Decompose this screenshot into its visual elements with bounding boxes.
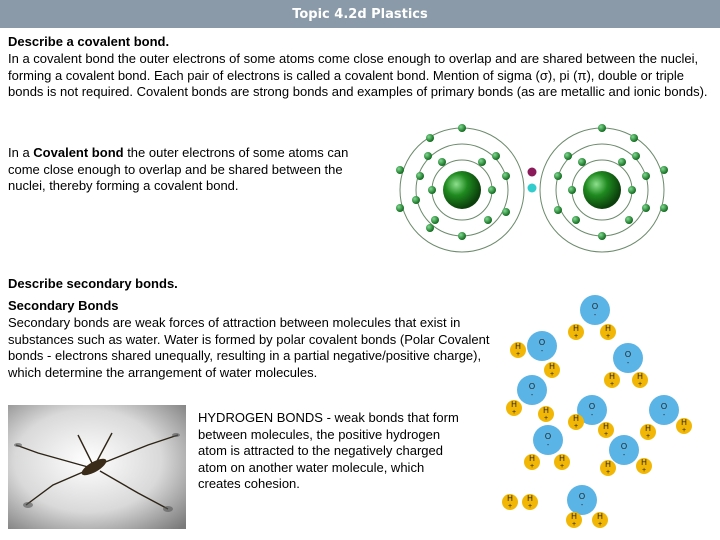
- hydrogen-atom: [640, 424, 656, 440]
- hydrogen-atom-charge: +: [559, 463, 565, 470]
- hydrogen-atom: [502, 494, 518, 510]
- hydrogen-atom-label: H: [507, 494, 513, 503]
- hydrogen-atom-label: H: [609, 372, 615, 381]
- section1-body: In a covalent bond the outer electrons of some atoms come close enough to overlap and are shared between the nuclei, forming a covalent bond. Each pair of electrons is called a covalent bond. Mention of sigma (σ), pi (π), double or triple bonds is not required. Covalent bonds are strong bonds and examples of primary bonds (as are metallic and ionic bonds).: [8, 51, 708, 99]
- hydrogen-atom-label: H: [645, 424, 651, 433]
- hydrogen-atom-charge: +: [603, 431, 609, 438]
- oxygen-atom-label: O: [528, 382, 536, 391]
- hydrogen-atom-label: H: [637, 372, 643, 381]
- hydrogen-atom: [544, 362, 560, 378]
- shared-electron-bottom: [528, 184, 537, 193]
- hydrogen-bonds-text: HYDROGEN BONDS - weak bonds that form between molecules, the positive hydrogen atom is attracted to the negatively charged atom on another water molecule, which creates cohesion.: [198, 410, 459, 491]
- oxygen-atom-charge: -: [662, 412, 666, 419]
- oxygen-atom-charge: -: [626, 360, 630, 367]
- electrons: [396, 124, 668, 240]
- hydrogen-atom-label: H: [511, 400, 517, 409]
- hydrogen-atom-label: H: [573, 414, 579, 423]
- nucleus-right: [583, 171, 621, 209]
- hydrogen-atom-label: H: [603, 422, 609, 431]
- hydrogen-atom-charge: +: [515, 351, 521, 358]
- oxygen-atom-charge: -: [590, 412, 594, 419]
- water-molecules-diagram: [500, 290, 710, 530]
- hydrogen-atom: [600, 324, 616, 340]
- hydrogen-atom-label: H: [543, 406, 549, 415]
- oxygen-atom: [517, 375, 547, 405]
- hydrogen-atom-charge: +: [609, 381, 615, 388]
- nucleus-left: [443, 171, 481, 209]
- hydrogen-atom-charge: +: [645, 433, 651, 440]
- hydrogen-atom-label: H: [641, 458, 647, 467]
- oxygen-atom: [609, 435, 639, 465]
- oxygen-atom-label: O: [538, 338, 546, 347]
- oxygen-atom-label: O: [578, 492, 586, 501]
- oxygen-atom-charge: -: [540, 348, 544, 355]
- hydrogen-atom: [538, 406, 554, 422]
- oxygen-atom-label: O: [624, 350, 632, 359]
- hydrogen-atom: [598, 422, 614, 438]
- oxygen-atom-charge: -: [622, 452, 626, 459]
- section1-heading: Describe a covalent bond.: [8, 34, 170, 49]
- oxygen-atom: [580, 295, 610, 325]
- hydrogen-atom-label: H: [597, 512, 603, 521]
- hydrogen-atom: [510, 342, 526, 358]
- secondary-bonds-body: Secondary bonds are weak forces of attraction between molecules that exist in substances such as water. Water is formed by polar covalent bonds (Polar Covalent bonds - electrons shared unequally, resulting in a partial negative/positive charge), which determine the arrangement of water molecules.: [8, 315, 490, 380]
- section2-heading: Describe secondary bonds.: [8, 276, 178, 291]
- hydrogen-atom-label: H: [573, 324, 579, 333]
- hydrogen-atom-label: H: [571, 512, 577, 521]
- oxygen-atom-label: O: [588, 402, 596, 411]
- page-title: Topic 4.2d Plastics: [292, 6, 428, 22]
- hydrogen-atom: [600, 460, 616, 476]
- hydrogen-atom-charge: +: [507, 503, 513, 510]
- water-strider-photo: [8, 405, 186, 529]
- hydrogen-atom: [506, 400, 522, 416]
- hydrogen-atom-label: H: [559, 454, 565, 463]
- hydrogen-atom: [568, 414, 584, 430]
- title-bar: [0, 0, 720, 28]
- secondary-bonds-subheading: Secondary Bonds: [8, 298, 119, 313]
- hydrogen-atom-label: H: [515, 342, 521, 351]
- caption-rest: the outer electrons of some atoms can come close enough to overlap and be shared between the nuclei, thereby forming a covalent bond.: [8, 145, 349, 193]
- oxygen-atom-charge: -: [593, 312, 597, 319]
- hydrogen-atom-label: H: [605, 324, 611, 333]
- oxygen-atom: [613, 343, 643, 373]
- oxygen-atom-charge: -: [546, 442, 550, 449]
- oxygen-atom-label: O: [620, 442, 628, 451]
- oxygen-atom-label: O: [660, 402, 668, 411]
- oxygen-atom: [567, 485, 597, 515]
- hydrogen-atom-charge: +: [681, 427, 687, 434]
- oxygen-atom: [649, 395, 679, 425]
- hydrogen-atom: [554, 454, 570, 470]
- hydrogen-atom-charge: +: [605, 469, 611, 476]
- caption-prefix: In a: [8, 145, 34, 160]
- hydrogen-atom: [592, 512, 608, 528]
- hydrogen-atom: [522, 494, 538, 510]
- covalent-caption: [8, 145, 358, 195]
- oxygen-atom-label: O: [591, 302, 599, 311]
- hydrogen-atom-charge: +: [597, 521, 603, 528]
- hydrogen-atom-label: H: [549, 362, 555, 371]
- oxygen-atom: [533, 425, 563, 455]
- hydrogen-atom-charge: +: [605, 333, 611, 340]
- hydrogen-atom-charge: +: [511, 409, 517, 416]
- hydrogen-atom: [632, 372, 648, 388]
- hydrogen-atom-label: H: [681, 418, 687, 427]
- hydrogen-atom-charge: +: [543, 415, 549, 422]
- hydrogen-atom: [636, 458, 652, 474]
- oxygen-atom: [527, 331, 557, 361]
- hydrogen-atom: [566, 512, 582, 528]
- shared-electron-top: [528, 168, 537, 177]
- oxygen-atom-charge: -: [530, 392, 534, 399]
- hydrogen-atom-charge: +: [573, 333, 579, 340]
- oxygen-atom-charge: -: [580, 502, 584, 509]
- hydrogen-atom: [524, 454, 540, 470]
- covalent-bond-diagram: [380, 120, 690, 260]
- hydrogen-atom-label: H: [527, 494, 533, 503]
- hydrogen-atom-charge: +: [573, 423, 579, 430]
- hydrogen-atom-label: H: [529, 454, 535, 463]
- hydrogen-atom-label: H: [605, 460, 611, 469]
- hydrogen-atom-charge: +: [641, 467, 647, 474]
- hydrogen-atom-charge: +: [527, 503, 533, 510]
- hydrogen-atom-charge: +: [571, 521, 577, 528]
- oxygen-atom-label: O: [544, 432, 552, 441]
- hydrogen-atom: [568, 324, 584, 340]
- hydrogen-atom-charge: +: [637, 381, 643, 388]
- hydrogen-atom: [604, 372, 620, 388]
- hydrogen-atom-charge: +: [549, 371, 555, 378]
- caption-bold: Covalent bond: [33, 145, 124, 160]
- hydrogen-atom: [676, 418, 692, 434]
- hydrogen-atom-charge: +: [529, 463, 535, 470]
